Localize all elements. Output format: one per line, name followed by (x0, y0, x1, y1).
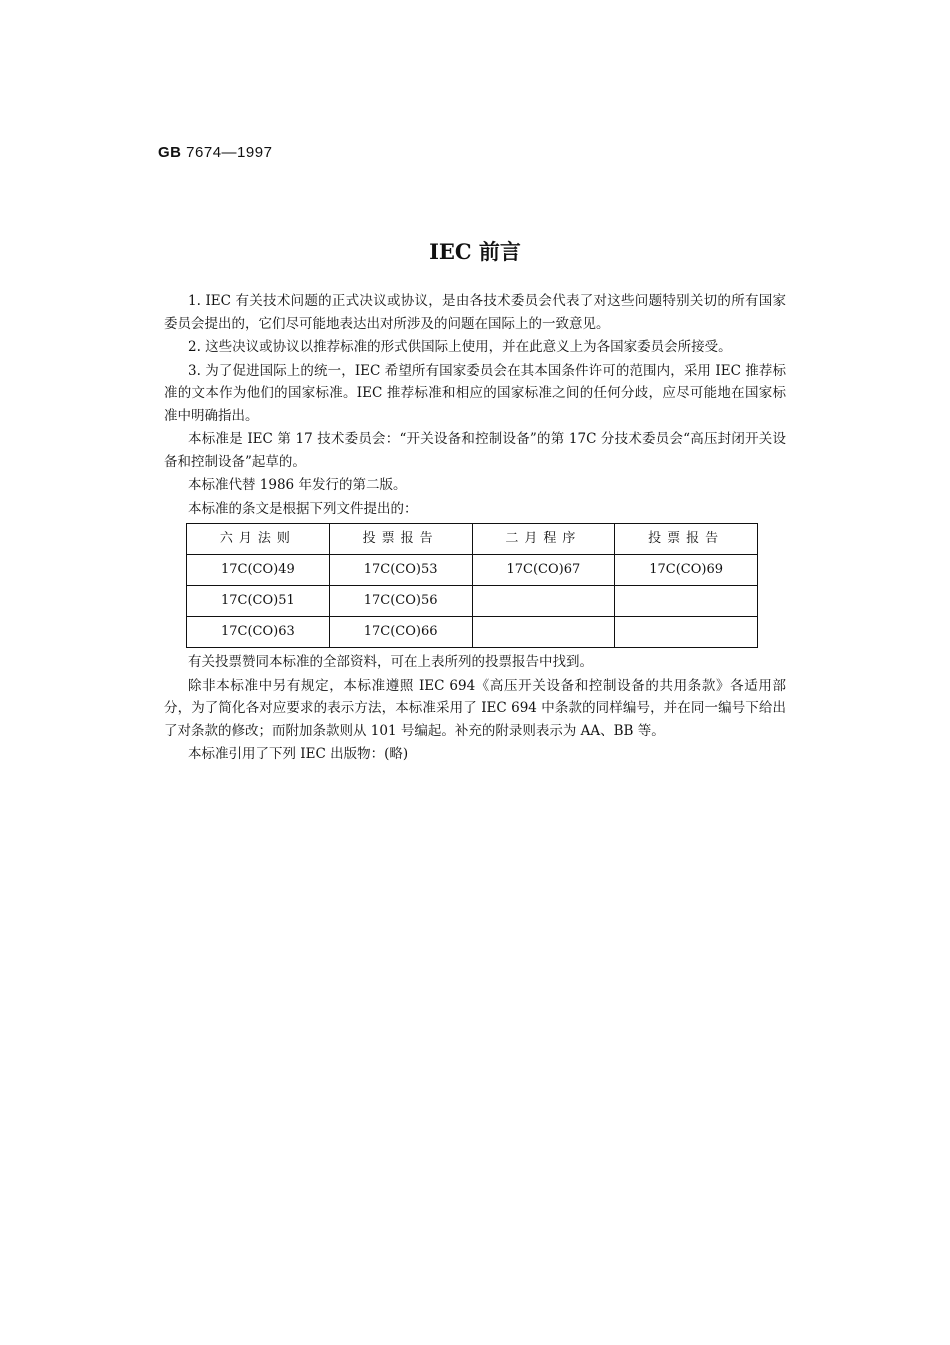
table-cell: 17C(CO)63 (187, 617, 330, 648)
table-cell: 17C(CO)67 (472, 555, 615, 586)
reference-documents-table (186, 523, 758, 648)
standard-code-prefix: GB (158, 144, 182, 161)
table-row (187, 586, 758, 617)
table-row (187, 555, 758, 586)
table-cell (472, 617, 615, 648)
table-cell: 17C(CO)69 (615, 555, 758, 586)
table-cell: 17C(CO)53 (329, 555, 472, 586)
table-cell: 17C(CO)49 (187, 555, 330, 586)
table-cell (615, 586, 758, 617)
page-title: IEC 前言 (429, 239, 521, 264)
table-cell: 17C(CO)56 (329, 586, 472, 617)
standard-code (158, 144, 272, 161)
table-cell: 17C(CO)66 (329, 617, 472, 648)
paragraph-9: 本标准引用了下列 IEC 出版物：(略) (188, 746, 409, 762)
paragraph-4: 本标准是 IEC 第 17 技术委员会：“开关设备和控制设备”的第 17C 分技术委员会“高压封闭开关设备和控制设备”起草的。 (164, 431, 786, 470)
paragraph-3: 3. 为了促进国际上的统一，IEC 希望所有国家委员会在其本国条件许可的范围内，采用 IEC 推荐标准的文本作为他们的国家标准。IEC 推荐标准和相应的国家标准之间的任何分歧，应尽可能地在国家标准中明确指出。 (164, 362, 786, 424)
standard-code-number: 7674—1997 (186, 144, 273, 161)
document-body (164, 290, 786, 767)
paragraph-8: 除非本标准中另有规定，本标准遵照 IEC 694《高压开关设备和控制设备的共用条款》各适用部分，为了简化各对应要求的表示方法，本标准采用了 IEC 694 中条款的同样编号，并在同一编号下给出了对条款的修改；而附加条款则从 101 号编起。补充的附录则表示为 AA、BB 等。 (164, 677, 786, 739)
paragraph-2: 2. 这些决议或协议以推荐标准的形式供国际上使用，并在此意义上为各国家委员会所接受。 (188, 339, 732, 355)
table-cell (615, 617, 758, 648)
table-header-cell: 二月程序 (472, 524, 615, 555)
table-cell (472, 586, 615, 617)
table-cell: 17C(CO)51 (187, 586, 330, 617)
paragraph-6: 本标准的条文是根据下列文件提出的： (188, 500, 418, 517)
table-header-row (187, 524, 758, 555)
table-header-cell: 投票报告 (329, 524, 472, 555)
paragraph-7: 有关投票赞同本标准的全部资料，可在上表所列的投票报告中找到。 (188, 654, 593, 670)
table-row (187, 617, 758, 648)
table-header-cell: 六月法则 (187, 524, 330, 555)
paragraph-1: 1. IEC 有关技术问题的正式决议或协议，是由各技术委员会代表了对这些问题特别关切的所有国家委员会提出的，它们尽可能地表达出对所涉及的问题在国际上的一致意见。 (164, 293, 786, 332)
table-header-cell: 投票报告 (615, 524, 758, 555)
paragraph-5: 本标准代替 1986 年发行的第二版。 (188, 477, 407, 493)
